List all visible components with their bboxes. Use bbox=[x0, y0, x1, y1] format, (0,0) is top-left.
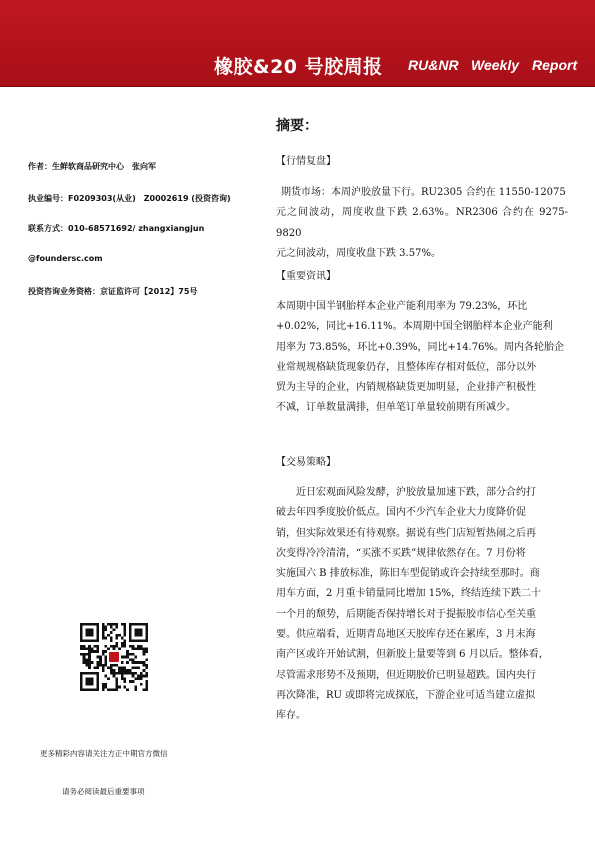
qr-module bbox=[137, 647, 140, 650]
qr-module bbox=[110, 631, 113, 634]
report-title-en-ru-nr: RU&NR bbox=[408, 57, 459, 73]
qr-module bbox=[126, 650, 129, 653]
qr-module bbox=[121, 677, 124, 680]
qr-module bbox=[129, 645, 132, 648]
qr-module bbox=[104, 628, 107, 631]
strategy-line: 用车方面，2 月重卡销量同比增加 15%，终结连续下跌二十 bbox=[276, 588, 541, 600]
qr-module bbox=[129, 672, 132, 675]
qr-module bbox=[124, 639, 127, 642]
strategy-line: 近日宏观面风险发酵，沪胶放量加速下跌，部分合约打 bbox=[296, 487, 536, 498]
qr-module bbox=[124, 669, 127, 672]
qr-module bbox=[121, 656, 124, 659]
qr-module bbox=[129, 653, 132, 656]
qr-module bbox=[143, 664, 146, 667]
qr-module bbox=[110, 623, 113, 626]
qr-module bbox=[88, 664, 91, 667]
qr-module bbox=[113, 623, 116, 626]
qr-module bbox=[113, 664, 116, 667]
qr-module bbox=[134, 677, 137, 680]
qr-module bbox=[96, 664, 99, 667]
qr-module bbox=[143, 650, 146, 653]
qr-module bbox=[124, 680, 127, 683]
qr-module bbox=[124, 656, 127, 659]
strategy-title: 【交易策略】 bbox=[276, 457, 336, 468]
qr-module bbox=[115, 680, 118, 683]
qr-module bbox=[121, 642, 124, 645]
qr-module bbox=[134, 672, 137, 675]
qr-module bbox=[113, 688, 116, 691]
qr-module bbox=[110, 667, 113, 670]
qr-module bbox=[134, 667, 137, 670]
qr-module bbox=[104, 675, 107, 678]
qr-module bbox=[80, 645, 83, 648]
qr-module bbox=[126, 661, 129, 664]
qr-module bbox=[121, 661, 124, 664]
qr-module bbox=[129, 658, 132, 661]
qr-module bbox=[113, 645, 116, 648]
strategy-paragraph bbox=[276, 483, 568, 727]
qr-module bbox=[104, 683, 107, 686]
qr-module bbox=[145, 658, 148, 661]
qr-module bbox=[140, 661, 143, 664]
qr-module bbox=[134, 661, 137, 664]
qr-module bbox=[83, 647, 86, 650]
qr-module bbox=[113, 628, 116, 631]
qr-module bbox=[113, 672, 116, 675]
qr-module bbox=[85, 647, 88, 650]
qr-module bbox=[94, 650, 97, 653]
qr-module bbox=[115, 672, 118, 675]
qr-module bbox=[145, 680, 148, 683]
qr-module bbox=[115, 688, 118, 691]
qr-module bbox=[134, 688, 137, 691]
qr-module bbox=[88, 667, 91, 670]
qr-module bbox=[88, 661, 91, 664]
qr-module bbox=[102, 626, 105, 629]
qr-module bbox=[132, 667, 135, 670]
qr-module bbox=[124, 677, 127, 680]
news-line: +0.02%，同比+16.11%。本周期中国全钢胎样本企业产能利 bbox=[276, 321, 553, 333]
qr-module bbox=[83, 653, 86, 656]
qr-module bbox=[102, 669, 105, 672]
qr-module bbox=[124, 631, 127, 634]
qr-module bbox=[85, 653, 88, 656]
header-divider bbox=[0, 86, 595, 87]
qr-module bbox=[104, 664, 107, 667]
qr-module bbox=[134, 656, 137, 659]
qr-module bbox=[83, 661, 86, 664]
qr-module bbox=[121, 669, 124, 672]
qr-module bbox=[145, 675, 148, 678]
qr-module bbox=[113, 675, 116, 678]
qr-module bbox=[110, 626, 113, 629]
qr-module bbox=[143, 675, 146, 678]
license-info: 执业编号：F0209303(从业) Z0002619 (投资咨询) bbox=[28, 194, 231, 203]
qr-module bbox=[115, 626, 118, 629]
qr-module bbox=[91, 647, 94, 650]
qr-module bbox=[96, 645, 99, 648]
qr-module bbox=[99, 658, 102, 661]
qr-center-logo-icon bbox=[109, 652, 119, 662]
qr-module bbox=[124, 686, 127, 689]
qr-module bbox=[118, 672, 121, 675]
qr-module bbox=[140, 675, 143, 678]
qr-module bbox=[102, 664, 105, 667]
qr-module bbox=[88, 653, 91, 656]
qr-module bbox=[99, 656, 102, 659]
contact-info: 联系方式：010-68571692/ zhangxiangjun bbox=[28, 224, 205, 233]
qr-module bbox=[143, 669, 146, 672]
qr-module bbox=[85, 628, 93, 636]
qr-module bbox=[102, 667, 105, 670]
qr-module bbox=[104, 637, 107, 640]
report-title-en-weekly: Weekly bbox=[471, 57, 519, 73]
qr-module bbox=[85, 661, 88, 664]
qr-module bbox=[110, 664, 113, 667]
qr-module bbox=[124, 628, 127, 631]
footer-disclaimer-note: 请务必阅读最后重要事项 bbox=[62, 787, 145, 796]
qr-module bbox=[145, 683, 148, 686]
qr-module bbox=[132, 672, 135, 675]
qr-module bbox=[102, 631, 105, 634]
qr-module bbox=[107, 667, 110, 670]
qr-module bbox=[115, 642, 118, 645]
qr-module bbox=[134, 686, 137, 689]
qr-module bbox=[115, 634, 118, 637]
qr-module bbox=[115, 686, 118, 689]
qr-module bbox=[124, 626, 127, 629]
market-review-line: 元之间波动，周度收盘下跌 3.57%。 bbox=[276, 247, 441, 259]
qr-module bbox=[126, 669, 129, 672]
qr-module bbox=[104, 626, 107, 629]
qr-module bbox=[126, 688, 129, 691]
qr-module bbox=[129, 669, 132, 672]
qr-module bbox=[96, 656, 99, 659]
qr-module bbox=[143, 688, 146, 691]
qr-module bbox=[85, 677, 93, 685]
wechat-qr-code bbox=[80, 623, 148, 691]
qr-module bbox=[110, 669, 113, 672]
qr-module bbox=[115, 637, 118, 640]
qr-module bbox=[85, 664, 88, 667]
qr-module bbox=[124, 645, 127, 648]
qr-module bbox=[102, 628, 105, 631]
author-info: 作者：生鲜软商品研究中心 张向军 bbox=[28, 162, 156, 171]
qr-module bbox=[124, 623, 127, 626]
qr-module bbox=[145, 664, 148, 667]
qr-module bbox=[83, 656, 86, 659]
qr-module bbox=[137, 661, 140, 664]
strategy-line: 实施国六 B 排放标准，陈旧车型促销或许会持续至那时。商 bbox=[276, 568, 540, 580]
strategy-line: 次变得冷冷清清，“买涨不买跌”规律依然存在。7 月份将 bbox=[276, 547, 526, 559]
qr-module bbox=[134, 628, 142, 636]
qr-module bbox=[137, 675, 140, 678]
qr-module bbox=[115, 623, 118, 626]
qr-module bbox=[110, 688, 113, 691]
qr-module bbox=[113, 647, 116, 650]
qr-module bbox=[145, 647, 148, 650]
qr-module bbox=[102, 623, 105, 626]
qr-module bbox=[145, 650, 148, 653]
qr-module bbox=[104, 645, 107, 648]
qr-module bbox=[134, 647, 137, 650]
qr-module bbox=[96, 667, 99, 670]
qr-module bbox=[83, 645, 86, 648]
qr-module bbox=[102, 683, 105, 686]
news-line: 用率为 73.85%，环比+0.39%，同比+14.76%。周内各轮胎企 bbox=[276, 341, 564, 353]
strategy-line: 再次降准，RU 或即将完成探底，下游企业可适当建立虚拟 bbox=[276, 689, 536, 701]
qr-module bbox=[96, 647, 99, 650]
qr-module bbox=[110, 645, 113, 648]
qr-module bbox=[85, 658, 88, 661]
summary-heading: 摘要： bbox=[276, 118, 318, 134]
qr-module bbox=[140, 645, 143, 648]
strategy-line: 要。供应端看，近期青岛地区天胶库存还在累库，3 月末海 bbox=[276, 629, 536, 641]
qr-module bbox=[110, 672, 113, 675]
strategy-line: 南产区或许开始试割，但新胶上量要等到 6 月以后。整体看， bbox=[276, 649, 549, 661]
qr-module bbox=[107, 623, 110, 626]
qualification-info: 投资咨询业务资格：京证监许可【2012】75号 bbox=[28, 287, 198, 296]
news-line: 业常规规格缺货现象仍存，且整体库存相对低位，部分以外 bbox=[276, 361, 536, 373]
qr-module bbox=[80, 647, 83, 650]
qr-module bbox=[121, 672, 124, 675]
qr-module bbox=[143, 661, 146, 664]
qr-module bbox=[132, 675, 135, 678]
qr-module bbox=[88, 658, 91, 661]
email-info: @foundersc.com bbox=[28, 254, 103, 263]
qr-module bbox=[140, 672, 143, 675]
news-line: 不减，订单数量满排，但单笔订单量较前期有所减少。 bbox=[276, 402, 516, 414]
qr-module bbox=[137, 667, 140, 670]
qr-module bbox=[118, 669, 121, 672]
report-title-en-report: Report bbox=[532, 57, 578, 73]
qr-module bbox=[104, 656, 107, 659]
qr-module bbox=[88, 656, 91, 659]
qr-module bbox=[121, 623, 124, 626]
qr-module bbox=[121, 675, 124, 678]
qr-module bbox=[88, 650, 91, 653]
qr-module bbox=[102, 686, 105, 689]
strategy-line: 销，但实际效果还有待观察。据说有些门店短暂热闹之后再 bbox=[276, 527, 536, 539]
qr-module bbox=[129, 680, 132, 683]
qr-module bbox=[132, 645, 135, 648]
qr-module bbox=[145, 672, 148, 675]
qr-module bbox=[145, 667, 148, 670]
qr-module bbox=[118, 634, 121, 637]
strategy-line: 破去年四季度胶价低点。国内不少汽车企业大力度降价促 bbox=[276, 507, 526, 519]
report-title-cn: 橡胶&20 号胶周报 bbox=[214, 56, 383, 78]
qr-module bbox=[102, 650, 105, 653]
news-line: 贸为主导的企业，内销规格缺货更加明显，企业排产积极性 bbox=[276, 382, 536, 394]
qr-module bbox=[115, 664, 118, 667]
qr-module bbox=[137, 645, 140, 648]
qr-module bbox=[102, 688, 105, 691]
qr-module bbox=[94, 667, 97, 670]
qr-module bbox=[132, 653, 135, 656]
strategy-line: 尽管需求形势不及预期，但近期胶价已明显超跌。国内央行 bbox=[276, 669, 536, 681]
qr-module bbox=[124, 672, 127, 675]
qr-module bbox=[83, 658, 86, 661]
qr-module bbox=[99, 661, 102, 664]
qr-module bbox=[96, 650, 99, 653]
qr-module bbox=[104, 658, 107, 661]
qr-module bbox=[121, 667, 124, 670]
qr-module bbox=[104, 686, 107, 689]
qr-module bbox=[91, 661, 94, 664]
qr-module bbox=[124, 634, 127, 637]
qr-module bbox=[132, 647, 135, 650]
qr-module bbox=[140, 647, 143, 650]
qr-module bbox=[126, 672, 129, 675]
news-title: 【重要资讯】 bbox=[276, 271, 336, 282]
qr-module bbox=[126, 656, 129, 659]
qr-module bbox=[104, 661, 107, 664]
market-review-title: 【行情复盘】 bbox=[276, 156, 336, 167]
qr-module bbox=[88, 645, 91, 648]
qr-module bbox=[121, 645, 124, 648]
qr-module bbox=[126, 653, 129, 656]
qr-module bbox=[121, 637, 124, 640]
qr-module bbox=[143, 653, 146, 656]
qr-module bbox=[102, 653, 105, 656]
qr-module bbox=[107, 647, 110, 650]
qr-module bbox=[110, 639, 113, 642]
qr-caption: 更多精彩内容请关注方正中期官方微信 bbox=[40, 749, 168, 758]
news-line: 本周期中国半钢胎样本企业产能利用率为 79.23%，环比 bbox=[276, 301, 528, 312]
qr-module bbox=[113, 669, 116, 672]
market-review-paragraph bbox=[276, 183, 568, 264]
qr-module bbox=[99, 664, 102, 667]
qr-module bbox=[107, 677, 110, 680]
qr-module bbox=[140, 677, 143, 680]
qr-module bbox=[80, 653, 83, 656]
qr-module bbox=[143, 647, 146, 650]
market-review-line: 期货市场：本周沪胶放量下行。RU2305 合约在 11550-12075 bbox=[281, 187, 566, 198]
strategy-line: 一个月的颓势，后期能否保持增长对于提振胶市信心至关重 bbox=[276, 608, 536, 620]
qr-module bbox=[132, 658, 135, 661]
qr-module bbox=[110, 637, 113, 640]
qr-module bbox=[145, 686, 148, 689]
qr-module bbox=[96, 661, 99, 664]
qr-module bbox=[137, 677, 140, 680]
qr-module bbox=[118, 686, 121, 689]
qr-module bbox=[102, 634, 105, 637]
qr-module bbox=[118, 647, 121, 650]
qr-module bbox=[115, 645, 118, 648]
qr-module bbox=[145, 688, 148, 691]
qr-module bbox=[124, 667, 127, 670]
qr-module bbox=[107, 634, 110, 637]
qr-module bbox=[115, 677, 118, 680]
qr-module bbox=[132, 680, 135, 683]
qr-module bbox=[132, 661, 135, 664]
qr-module bbox=[102, 637, 105, 640]
qr-module bbox=[115, 683, 118, 686]
qr-module bbox=[88, 647, 91, 650]
news-paragraph bbox=[276, 297, 568, 419]
strategy-line: 库存。 bbox=[276, 710, 306, 722]
qr-module bbox=[118, 667, 121, 670]
qr-module bbox=[94, 645, 97, 648]
market-review-line: 元之间波动，周度收盘下跌 2.63%。NR2306 合约在 9275-9820 bbox=[276, 207, 568, 239]
qr-module bbox=[104, 650, 107, 653]
qr-module bbox=[107, 688, 110, 691]
qr-module bbox=[91, 650, 94, 653]
qr-module bbox=[124, 642, 127, 645]
qr-module bbox=[140, 683, 143, 686]
